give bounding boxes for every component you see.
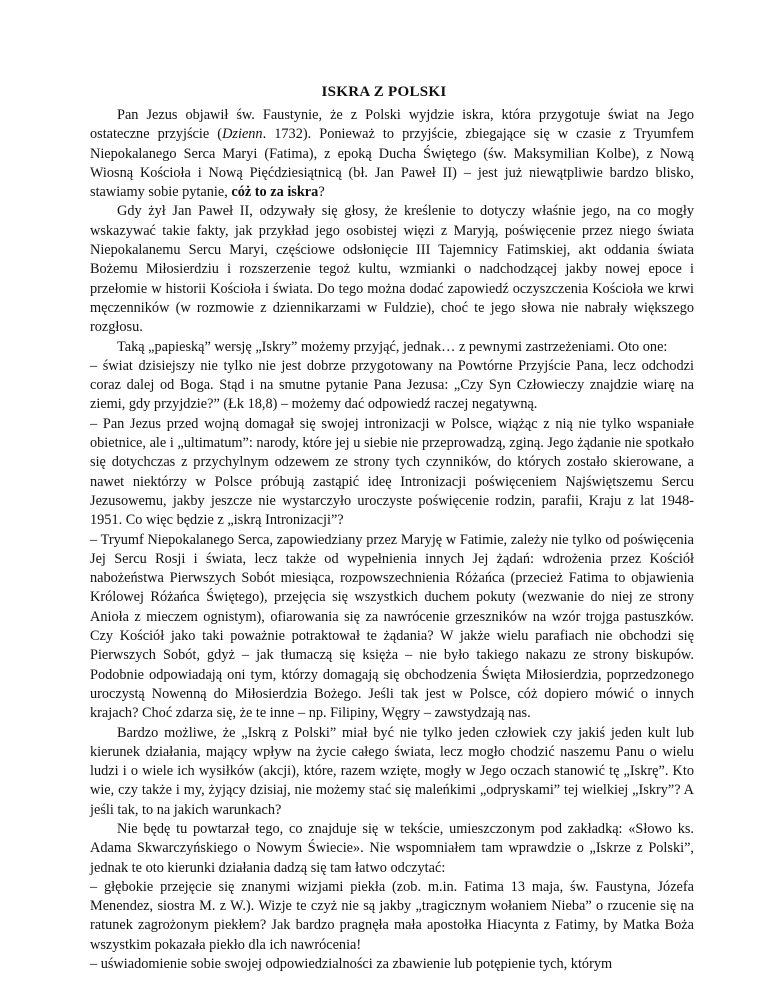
- intro-citation: Dzienn: [222, 126, 263, 143]
- paragraph-jan-pawel: Gdy żył Jan Paweł II, odzywały się głosy, że kreślenie to dotyczy właśnie jego, na co mogły wskazywać takie fakty, jak przykład jego osobistej więzi z Maryją, poświęcenie przez niego świata Niepokalanemu Sercu Maryi, częściowe odsłonięcie III Tajemnicy Fatimskiej, akt oddania świata Bożemu Miłosierdziu i rozszerzenie tegoż kultu, wzmianki o nadchodzącej jakby nowej epoce i przełomie w historii Kościoła i świata. Do tego można dodać zapowiedź oczyszczenia Kościoła we krwi męczenników (w rozmowie z dziennikarzami w Fuldzie), choć te jego słowa nie nabrały większego rozgłosu.: [90, 203, 694, 336]
- list-item-intronization: – Pan Jezus przed wojną domagał się swojej intronizacji w Polsce, wiążąc z nią nie tylko wspaniałe obietnice, ale i „ultimatum”: narody, które jej u siebie nie przeprowadzą, zginą. Jego żądanie nie spotkało się dotychczas z przychylnym odzewem ze strony tych czynników, do których zostało skierowane, a nawet niektórzy w Polsce próbują zastąpić ideę Intronizacji poświęceniem Najświętszemu Sercu Jezusowemu, jakby jeszcze nie wystarczyło uroczyste poświęcenie rodzin, parafii, Kraju z lat 1948-1951. Co więc będzie z „iskrą Intronizacji”?: [90, 415, 694, 529]
- intro-bold-question: cóż to za iskra: [231, 184, 319, 201]
- list-item-hell-visions: – głębokie przejęcie się znanymi wizjami piekła (zob. m.in. Fatima 13 maja, św. Faustyna, Józefa Menendez, siostra M. z W.). Wizje te czyż nie są jakby „tragicznym wołaniem Nieba” o rzucenie się na ratunek zagrożonym piekłem? Jak bardzo pragnęła mała apostołka Hiacynta z Fatimy, by Matka Boża wszystkim pokazała piekło dla ich nawrócenia!: [90, 878, 694, 953]
- document-body: [90, 106, 694, 974]
- paragraph-many-people: Bardzo możliwe, że „Iskrą z Polski” miał być nie tylko jeden człowiek czy jakiś jeden kult lub kierunek działania, mający wpływ na życie całego świata, lecz mogło chodzić naszemu Panu o wielu ludzi i o wiele ich wysiłków (akcji), które, razem wzięte, mogły w Jego oczach stanowić tę „Iskrę”. Kto wie, czy także i my, żyjący dzisiaj, nie możemy stać się maleńkimi „odpryskami” tej wielkiej „Iskry”? A jeśli tak, to na jakich warunkach?: [90, 724, 694, 818]
- intro-text-c: ?: [318, 184, 325, 201]
- list-item-fatima: – Tryumf Niepokalanego Serca, zapowiedziany przez Maryję w Fatimie, zależy nie tylko od poświęcenia Jej Sercu Rosji i świata, lecz także od wypełnienia innych Jej żądań: wdrożenia przez Kościół nabożeństwa Pierwszych Sobót miesiąca, rozpowszechnienia Różańca (przecież Fatima to objawienia Królowej Różańca Świętego), przejęcia się wszystkich duchem pokuty (wezwanie do niej ze strony Anioła z mieczem ognistym), ofiarowania się za nawrócenie grzeszników na wzór trojga pastuszków. Czy Kościół jako taki poważnie potraktował te żądania? W jakże wielu parafiach nie obchodzi się Pierwszych Sobót, gdyż – jak tłumaczą się księża – nie było takiego nakazu ze strony biskupów. Podobnie odpowiadają oni tym, którzy domagają się obchodzenia Święta Miłosierdzia, poprzedzonego uroczystą Nowenną do Miłosierdzia Bożego. Jeśli tak jest w Polsce, cóż dopiero mówić o innych krajach? Choć zdarza się, że te inne – np. Filipiny, Węgry – zawstydzają nas.: [90, 531, 694, 722]
- intro-text-a: Pan Jezus objawił św. Faustynie, że z Polski wyjdzie iskra, która przygotuje świat na Jego ostateczne przyjście (: [90, 107, 694, 143]
- paragraph-directions: Nie będę tu powtarzał tego, co znajduje się w tekście, umieszczonym pod zakładką: «Słowo ks. Adama Skwarczyńskiego o Nowym Świecie». Nie wspomniałem tam wprawdzie o „Iskrze z Polski”, jednak te oto kierunki działania dadzą się tam łatwo odczytać:: [90, 820, 694, 876]
- list-item-responsibility: – uświadomienie sobie swojej odpowiedzialności za zbawienie lub potępienie tych, którym: [90, 956, 613, 973]
- intro-text-b: . 1732). Ponieważ to przyjście, zbiegające się w czasie z Tryumfem Niepokalanego Serca Maryi (Fatima), z epoką Ducha Świętego (św. Maksymilian Kolbe), z Nową Wiosną Kościoła i Nową Pięćdziesiątnicą (bł. Jan Paweł II) – jest już niewątpliwie bardzo blisko, stawiamy sobie pytanie,: [90, 126, 694, 201]
- paragraph-intro: [90, 106, 694, 202]
- page-title: ISKRA Z POLSKI: [321, 84, 447, 100]
- list-item-world: – świat dzisiejszy nie tylko nie jest dobrze przygotowany na Powtórne Przyjście Pana, lecz odchodzi coraz dalej od Boga. Stąd i na smutne pytanie Pana Jezusa: „Czy Syn Człowieczy znajdzie wiarę na ziemi, gdy przyjdzie?” (Łk 18,8) – możemy dać odpowiedź raczej negatywną.: [90, 357, 694, 413]
- paragraph-papal-version: Taką „papieską” wersję „Iskry” możemy przyjąć, jednak… z pewnymi zastrzeżeniami. Oto one:: [117, 338, 668, 355]
